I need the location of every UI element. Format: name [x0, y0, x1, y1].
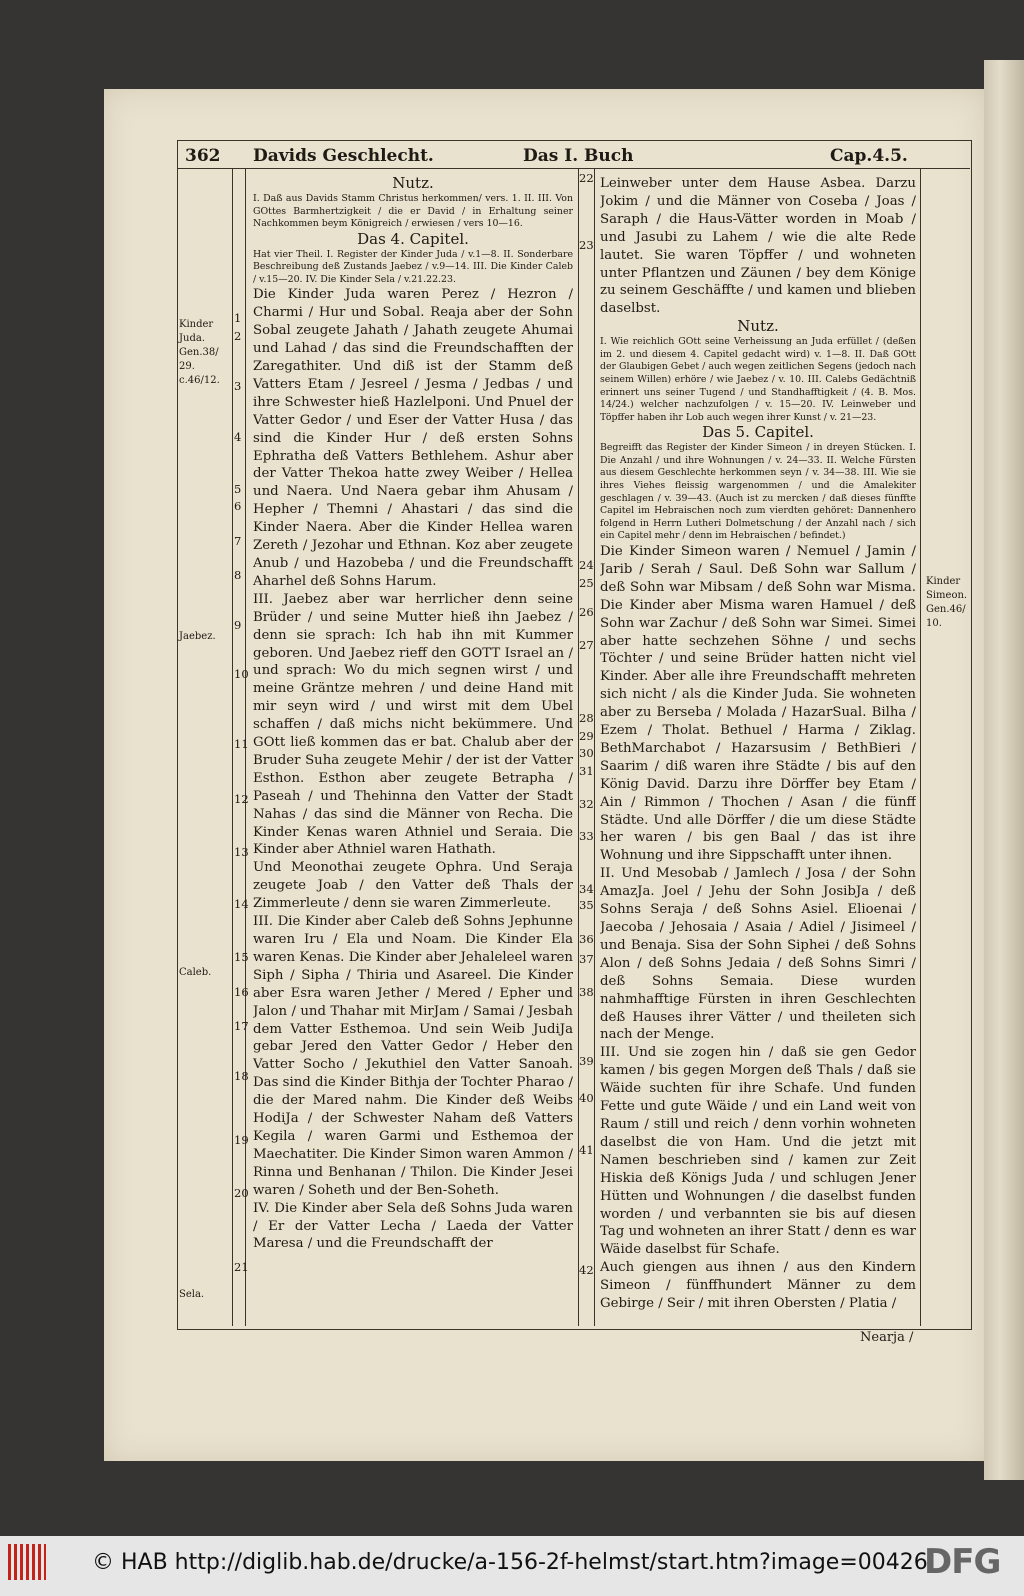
- verse-number: 37: [579, 952, 594, 966]
- verse-number: 14: [234, 897, 249, 911]
- nutz-text-right: I. Wie reichlich GOtt seine Verheissung an Juda erfüllet / (deßen im 2. und diesem 4. Capitel gedacht wird) v. 1—8. II. Daß GOtt der Glaubigen Gebet / auch wegen zeitlichen Segens (jedoch nach seinem Willen) erhöre / wie Jaebez / v. 10. III. Calebs Gedächtniß erinnert uns seiner Tugend / und Standhafftigkeit / (4. B. Mos. 14/24.) welcher nachzufolgen / v. 15—20. IV. Leinweber und Töpffer haben ihr Lob auch wegen ihrer Kunst / v. 21—23.: [600, 336, 916, 423]
- dfg-logo: DFG: [924, 1542, 1001, 1582]
- next-page-edge: [984, 60, 1024, 1480]
- verse-number: 1: [234, 311, 242, 325]
- nutz-heading-left: Nutz.: [392, 175, 434, 192]
- running-title-left: Davids Geschlecht.: [253, 146, 434, 166]
- center-rule-b: [594, 168, 595, 1326]
- verse-number: 2: [234, 329, 242, 343]
- chapter-4-paragraph-1: Die Kinder Juda waren Perez / Hezron / Charmi / Hur und Sobal. Reaja aber der Sohn Sobal zeugete Jahath / Jahath zeugete Ahumai und Lahad / das sind die Freundschafften der Zaregathiter. Und diß ist der Stamm deß Vatters Etam / Jesreel / Jesma / Jedbas / und ihre Schwester hieß Hazlelponi. Und Pnuel der Vatter Gedor / und Eser der Vatter Husa / das sind die Kinder Hur / deß ersten Sohns Ephratha deß Vatters Bethlehem. Ashur aber der Vatter Thekoa hatte zwey Weiber / Hellea und Naera. Und Naera gebar ihm Ahusam / Hepher / Themni / Ahastari / das sind die Kinder Naera. Aber die Kinder Hellea waren Zereth / Jezohar und Ethnan. Koz aber zeugete Anub / und Hazobeba / und die Freundschafft Aharhel deß Sohns Harum.: [253, 287, 573, 589]
- verse-number: 5: [234, 482, 242, 496]
- verse-number: 6: [234, 499, 242, 513]
- chapter-4-continuation: Leinweber unter dem Hause Asbea. Darzu Jokim / und die Männer von Coseba / Joas / Saraph / die Haus-Vätter worden in Moab / und Jasubi zu Lahem / wie die alte Rede lautet. Sie waren Töpffer / und wohneten unter Pflantzen und Zäunen / bey dem Könige zu seinem Geschäffte / und kamen und blieben daselbst.: [600, 176, 916, 317]
- running-title-center: Das I. Buch: [523, 146, 634, 166]
- chapter-4-paragraph-3: Und Meonothai zeugete Ophra. Und Seraja zeugete Joab / den Vatter deß Thals der Zimmerleute / denn sie waren Zimmerleute.: [253, 860, 573, 912]
- margin-note-jaebez: Jaebez.: [179, 631, 216, 642]
- verse-number: 3: [234, 379, 242, 393]
- chapter-5-paragraph-3: III. Und sie zogen hin / daß sie gen Gedor kamen / bis gegen Morgen deß Thals / daß sie Wäide suchten für ihre Schafe. Und funden Fette und gute Wäide / und ein Land weit von Raum / still und reich / denn vorhin wohneten daselbst die von Ham. Und die jetzt mit Namen beschrieben sind / kamen zur Zeit Hiskia deß Königs Juda / und schlugen Jener Hütten und Wohnungen / die daselbst funden worden / und verbannten sie bis auf diesen Tag und wohneten an ihrer Statt / denn es war Wäide daselbst für Schafe.: [600, 1045, 916, 1258]
- verse-number: 13: [234, 845, 249, 859]
- barcode-logo-icon: [8, 1544, 46, 1580]
- left-margin-rule: [232, 168, 233, 1326]
- verse-number: 29: [579, 729, 594, 743]
- verse-number: 30: [579, 746, 594, 760]
- verse-number: 40: [579, 1091, 594, 1105]
- verse-number: 26: [579, 605, 594, 619]
- margin-note-caleb: Caleb.: [179, 967, 212, 978]
- nutz-heading-right: Nutz.: [737, 317, 779, 336]
- right-text-column: [600, 175, 916, 1325]
- verse-number: 39: [579, 1054, 594, 1068]
- verse-number: 9: [234, 618, 242, 632]
- verse-number: 25: [579, 576, 594, 590]
- verse-number: 27: [579, 638, 594, 652]
- chapter-4-paragraph-5: IV. Die Kinder aber Sela deß Sohns Juda waren / Er der Vatter Lecha / Laeda der Vatter Maresa / und die Freundschafft der: [253, 1200, 573, 1252]
- verse-number: 42: [579, 1263, 594, 1277]
- verse-number: 41: [579, 1143, 594, 1157]
- margin-note-kinder-juda: Kinder Juda. Gen.38/ 29. c.46/12.: [179, 319, 220, 386]
- verse-number: 11: [234, 737, 249, 751]
- chapter-5-paragraph-4: Auch giengen aus ihnen / aus den Kindern Simeon / fünffhundert Männer zu dem Gebirge / Seir / mit ihren Obersten / Platia /: [600, 1260, 916, 1312]
- verse-number: 8: [234, 568, 242, 582]
- chapter-5-paragraph-1: Die Kinder Simeon waren / Nemuel / Jamin / Jarib / Serah / Saul. Deß Sohn war Sallum / deß Sohn war Mibsam / deß Sohn war Misma. Die Kinder aber Misma waren Hamuel / deß Sohn war Zachur / deß Sohn war Simei. Simei aber hatte sechzehen Söhne / und sechs Töchter / und seine Brüder hatten nicht viel Kinder. Aber alle ihre Freundschafft mehreten sich nicht / als die Kinder Juda. Sie wohneten aber zu Berseba / Molada / HazarSual. Bilha / Ezem / Tholat. Bethuel / Harma / Ziklag. BethMarchabot / Hazarsusim / BethBieri / Saarim / diß waren ihre Städte / bis auf den König David. Darzu ihre Dörffer bey Etam / Ain / Rimmon / Thochen / Asan / die fünff Städte. Und alle Dörffer / die um diese Städte her waren / bis gen Baal / das ist ihre Wohnung und ihre Sippschafft unter ihnen.: [600, 543, 916, 864]
- chapter-5-paragraph-2: II. Und Mesobab / Jamlech / Josa / der Sohn AmazJa. Joel / Jehu der Sohn JosibJa / deß Sohns Seraja / deß Sohns Asiel. Elioenai / Jaecoba / Jehosaia / Asaia / Adiel / Jisimeel / und Benaja. Sisa der Sohn Siphei / deß Sohns Alon / deß Sohns Jedaia / deß Sohns Simri / deß Sohns Semaia. Diese wurden nahmhafftige Fürsten in ihren Geschlechten deß Hauses ihrer Vätter / und theileten sich nach der Menge.: [600, 866, 916, 1043]
- left-text-column: [253, 175, 573, 1325]
- nutz-text-left: I. Daß aus Davids Stamm Christus herkommen/ vers. 1. II. III. Von GOttes Barmhertzigkeit / die er David / in Erhaltung seiner Nachkommen beym Königreich / erwiesen / vers 10—16.: [253, 192, 573, 230]
- right-margin-rule: [920, 168, 921, 1326]
- verse-number: 28: [579, 711, 594, 725]
- header-rule: [177, 168, 970, 169]
- verse-number: 34: [579, 882, 594, 896]
- verse-number: 7: [234, 534, 242, 548]
- chapter-4-summary: Hat vier Theil. I. Register der Kinder Juda / v.1—8. II. Sonderbare Beschreibung deß Zustands Jaebez / v.9—14. III. Die Kinder Caleb / v.15—20. IV. Die Kinder Sela / v.21.22.23.: [253, 248, 573, 285]
- verse-number: 35: [579, 898, 594, 912]
- margin-note-kinder-simeon: Kinder Simeon. Gen.46/ 10.: [926, 576, 968, 629]
- verse-number: 20: [234, 1186, 249, 1200]
- source-url[interactable]: © HAB http://diglib.hab.de/drucke/a-156-2f-helmst/start.htm?image=00426: [92, 1550, 928, 1575]
- verse-number: 17: [234, 1019, 249, 1033]
- verse-number: 31: [579, 764, 594, 778]
- verse-number: 16: [234, 985, 249, 999]
- footer-bar: [0, 1536, 1024, 1596]
- catchword: Nearja /: [860, 1330, 914, 1345]
- chapter-4-paragraph-2: III. Jaebez aber war herrlicher denn seine Brüder / und seine Mutter hieß ihn Jaebez / denn sie sprach: Ich hab ihn mit Kummer geboren. Und Jaebez rieff den GOTT Israel an / und sprach: Wo du mich segnen wirst / und meine Gräntze mehren / und deine Hand mit mir seyn wird / und wirst mit dem Ubel schaffen / daß michs nicht bekümmere. Und GOtt ließ kommen das er bat. Chalub aber der Bruder Suha zeugete Mehir / der ist der Vatter Esthon. Esthon aber zeugete Betrapha / Paseah / und Thehinna den Vatter der Stadt Nahas / das sind die Männer von Recha. Die Kinder Kenas waren Athniel und Seraia. Die Kinder aber Athniel waren Hathath.: [253, 591, 573, 858]
- verse-number: 12: [234, 792, 249, 806]
- verse-number: 10: [234, 667, 249, 681]
- chapter-4-heading: Das 4. Capitel.: [357, 229, 469, 248]
- verse-number: 21: [234, 1260, 249, 1274]
- verse-number: 32: [579, 797, 594, 811]
- verse-number: 22: [579, 171, 594, 185]
- verse-number: 33: [579, 829, 594, 843]
- chapter-4-paragraph-4: III. Die Kinder aber Caleb deß Sohns Jephunne waren Iru / Ela und Noam. Die Kinder Ela waren Kenas. Die Kinder aber Jehaleleel waren Siph / Sipha / Thiria und Asareel. Die Kinder aber Esra waren Jether / Mered / Epher und Jalon / und Thahar mit MirJam / Samai / Jesbah dem Vatter Esthemoa. Und sein Weib JudiJa gebar Jered den Vatter Gedor / Heber den Vatter Socho / Jekuthiel den Vatter Sanoah. Das sind die Kinder Bithja der Tochter Pharao / die der Mared nahm. Die Kinder deß Weibs HodiJa / der Schwester Naham deß Vatters Kegila / waren Garmi und Esthemoa der Maechatiter. Die Kinder Simon waren Ammon / Rinna und Benhanan / Thilon. Die Kinder Jesei waren / Soheth und der Ben-Soheth.: [253, 914, 573, 1198]
- verse-number: 15: [234, 950, 249, 964]
- chapter-5-summary: Begreifft das Register der Kinder Simeon / in dreyen Stücken. I. Die Anzahl / und ihre Wohnungen / v. 24—33. II. Welche Fürsten aus diesem Geschlechte herkommen seyn / v. 34—38. III. Wie sie ihres Viehes fleissig wargenommen / und die Amalekiter geschlagen / v. 39—43. (Auch ist zu mercken / daß dieses fünffte Capitel im Hebraischen noch zum vierdten gehöret: Dannenhero folgend in Herrn Lutheri Dolmetschung / der Anzahl nach / sich ein Capitel mehr / denn im Hebraischen / befindet.): [600, 442, 916, 542]
- verse-number: 18: [234, 1069, 249, 1083]
- margin-note-sela: Sela.: [179, 1289, 205, 1300]
- verse-number: 24: [579, 558, 594, 572]
- verse-number: 23: [579, 238, 594, 252]
- chapter-5-heading: Das 5. Capitel.: [702, 423, 814, 442]
- page-number: 362: [185, 146, 221, 166]
- verse-number: 36: [579, 932, 594, 946]
- verse-number: 38: [579, 985, 594, 999]
- verse-number: 4: [234, 430, 242, 444]
- verse-number: 19: [234, 1133, 249, 1147]
- running-title-right: Cap.4.5.: [830, 146, 908, 166]
